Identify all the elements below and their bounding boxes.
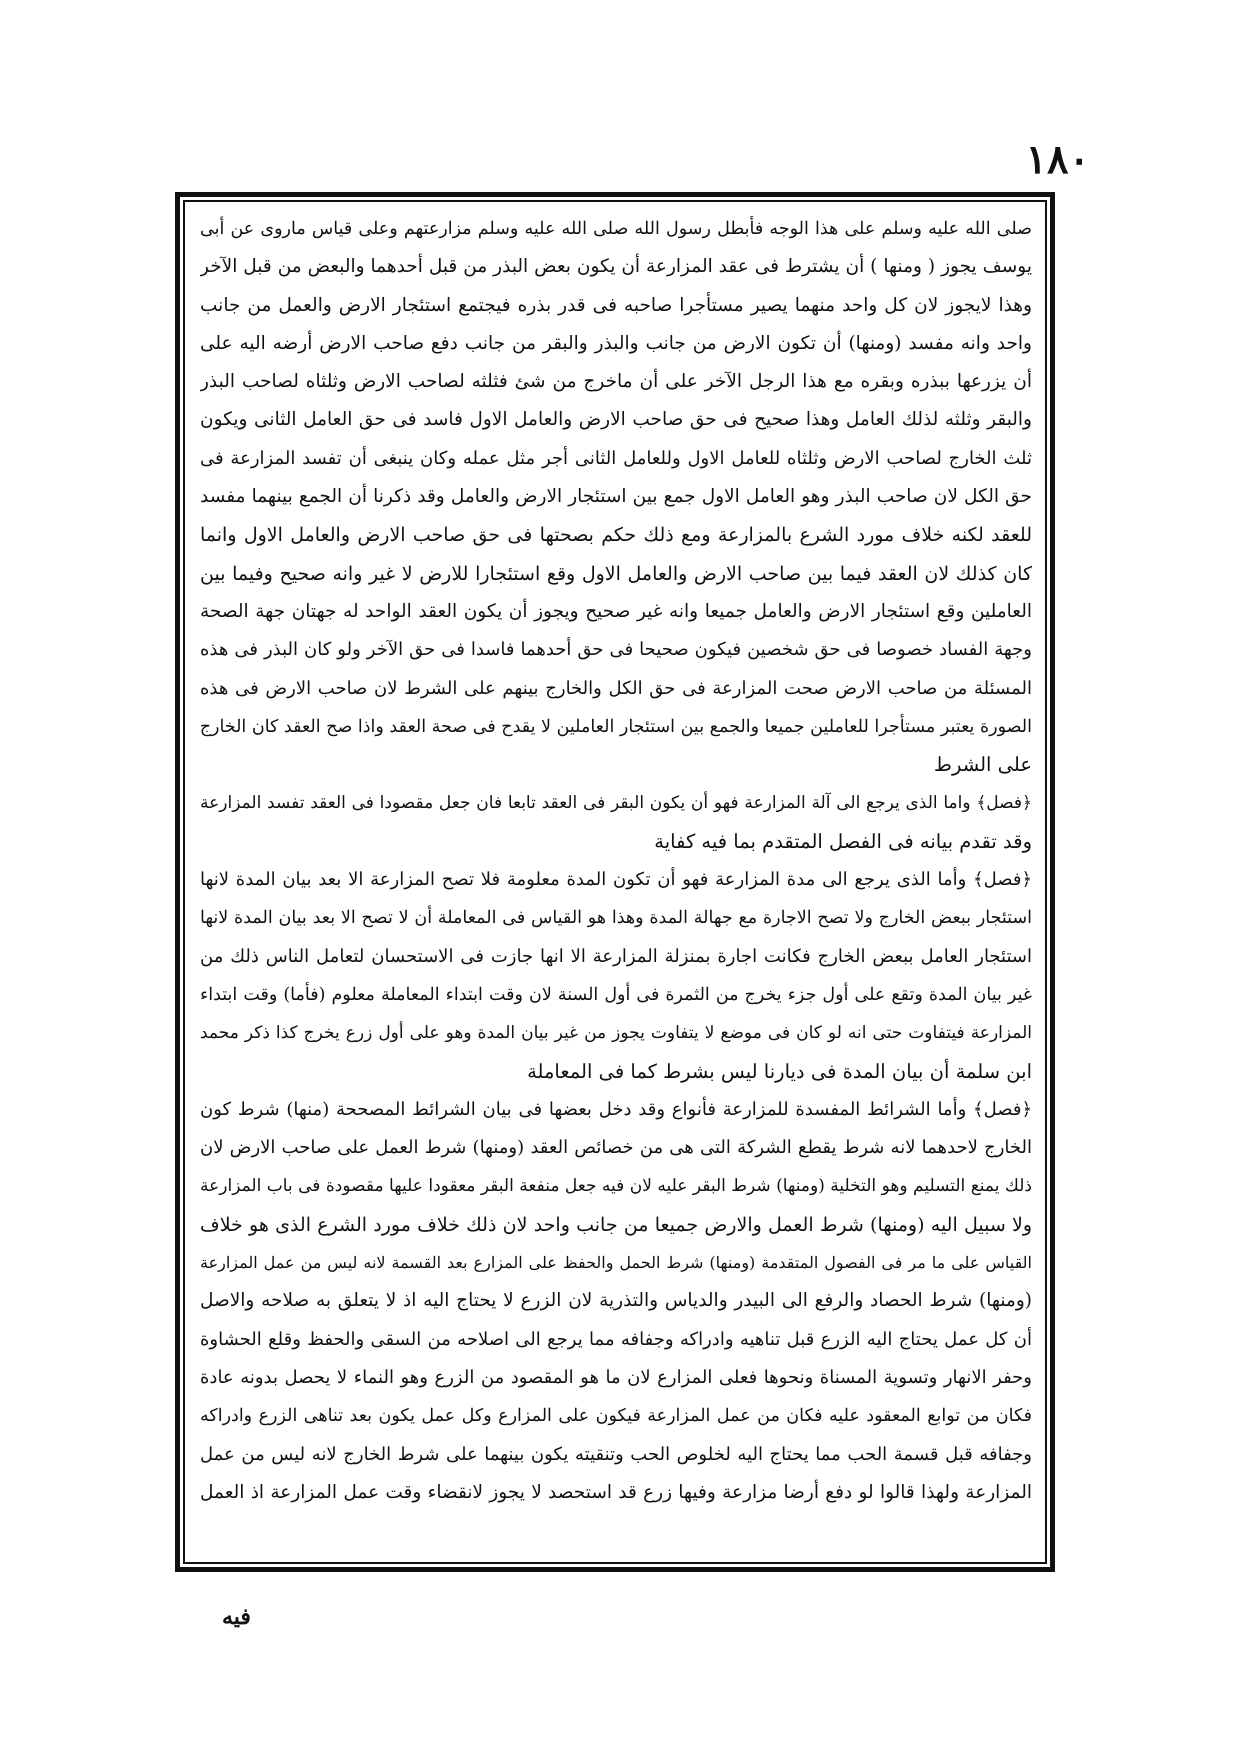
text-line: فكان من توابع المعقود عليه فكان من عمل المزارعة فيكون على المزارع وكل عمل يكون بعد تناهى الزرع وادراكه (200, 1406, 1032, 1427)
page-number: ١٨٠ (1025, 136, 1090, 183)
text-block (200, 210, 1032, 1550)
text-line: القياس على ما مر فى الفصول المتقدمة (ومنها) شرط الحمل والحفظ على المزارع بعد القسمة لانه ليس من عمل المزارعة (200, 1253, 1032, 1273)
text-line: ذلك يمنع التسليم وهو التخلية (ومنها) شرط البقر عليه لان فيه جعل منفعة البقر معقودا عليها مقصودة فى باب المزارعة (200, 1176, 1032, 1197)
text-line: ثلث الخارج لصاحب الارض وثلثاه للعامل الاول وللعامل الثانى أجر مثل عمله وكان ينبغى أن تفسد المزارعة فى (200, 447, 1032, 469)
section-heading-line: ﴿فصل﴾ وأما الذى يرجع الى مدة المزارعة فهو أن تكون المدة معلومة فلا تصح المزارعة الا بعد بيان المدة لانها (200, 869, 1032, 891)
section-heading-line: ﴿فصل﴾ وأما الشرائط المفسدة للمزارعة فأنواع وقد دخل بعضها فى بيان الشرائط المصححة (منها) شرط كون (200, 1098, 1032, 1120)
text-line: الخارج لاحدهما لانه شرط يقطع الشركة التى هى من خصائص العقد (ومنها) شرط العمل على صاحب الارض لان (200, 1137, 1032, 1159)
text-line: الصورة يعتبر مستأجرا للعاملين جميعا والجمع بين استئجار العاملين لا يقدح فى صحة العقد واذا صح العقد كان الخارج (200, 716, 1032, 737)
text-line: واحد وانه مفسد (ومنها) أن تكون الارض من جانب والبذر والبقر من جانب دفع صاحب الارض أرضه اليه على (200, 332, 1032, 354)
text-line: أن كل عمل يحتاج اليه الزرع قبل تناهيه وادراكه وجفافه مما يرجع الى اصلاحه من السقى والحفظ وقلع الحشاوة (200, 1328, 1032, 1350)
text-line: حق الكل لان صاحب البذر وهو العامل الاول جمع بين استئجار الارض والعامل وقد ذكرنا أن الجمع بينهما مفسد (200, 486, 1032, 508)
text-line: على الشرط (933, 753, 1032, 777)
text-line: صلى الله عليه وسلم على هذا الوجه فأبطل رسول الله صلى الله عليه وسلم مزارعتهم وعلى قياس ماروى عن أبى (200, 219, 1032, 239)
text-line: ولا سبيل اليه (ومنها) شرط العمل والارض جميعا من جانب واحد لان ذلك خلاف مورد الشرع الذى هو خلاف (200, 1213, 1032, 1236)
text-line: والبقر وثلثه لذلك العامل وهذا صحيح فى حق صاحب الارض والعامل الاول فاسد فى حق العامل الثانى ويكون (200, 409, 1032, 431)
text-line: ابن سلمة أن بيان المدة فى ديارنا ليس بشرط كما فى المعاملة (527, 1059, 1032, 1083)
text-line: وجفافه قبل قسمة الحب مما يحتاج اليه لخلوص الحب وتنقيته يكون بينهما على شرط الخارج لانه ليس من عمل (200, 1443, 1032, 1465)
text-line: أن يزرعها ببذره وبقره مع هذا الرجل الآخر على أن ماخرج من شئ فثلثه لصاحب الارض وثلثاه لصاحب البذر (200, 371, 1032, 393)
text-line: للعقد لكنه خلاف مورد الشرع بالمزارعة ومع ذلك حكم بصحتها فى حق صاحب الارض والعامل الاول وانما (200, 524, 1032, 547)
text-line: يوسف يجوز ( ومنها ) أن يشترط فى عقد المزارعة أن يكون بعض البذر من قبل أحدهما والبعض من قبل الآخر (200, 256, 1032, 278)
section-heading-line: ﴿فصل﴾ واما الذى يرجع الى آلة المزارعة فهو أن يكون البقر فى العقد تابعا فان جعل مقصودا فى العقد تفسد المزارعة (200, 793, 1032, 814)
text-line: العاملين وقع استئجار الارض والعامل جميعا وانه غير صحيح ويجوز أن يكون العقد الواحد له جهتان جهة الصحة (200, 600, 1032, 622)
text-line: غير بيان المدة وتقع على أول جزء يخرج من الثمرة فى أول السنة لان وقت ابتداء المعاملة معلوم (فأما) وقت ابتداء (200, 984, 1032, 1005)
text-line: استئجار العامل ببعض الخارج فكانت اجارة بمنزلة المزارعة الا انها جازت فى الاستحسان لتعامل الناس ذلك من (200, 945, 1032, 967)
text-line: وحفر الانهار وتسوية المسناة ونحوها فعلى المزارع لان ما هو المقصود من الزرع وهو النماء لا يحصل بدونه عادة (200, 1366, 1032, 1388)
text-line: (ومنها) شرط الحصاد والرفع الى البيدر والدياس والتذرية لان الزرع لا يحتاج اليه اذ لا يتعلق به صلاحه والاصل (200, 1290, 1032, 1312)
text-line: استئجار ببعض الخارج ولا تصح الاجارة مع جهالة المدة وهذا هو القياس فى المعاملة أن لا تصح الا بعد بيان المدة لانها (200, 908, 1032, 929)
text-line: المزارعة فيتفاوت حتى انه لو كان فى موضع لا يتفاوت يجوز من غير بيان المدة وهو على أول زرع يخرج كذا ذكر محمد (200, 1023, 1032, 1044)
text-line: وجهة الفساد خصوصا فى حق شخصين فيكون صحيحا فى حق أحدهما فاسدا فى حق الآخر ولو كان البذر فى هذه (200, 639, 1032, 661)
text-line: وهذا لايجوز لان كل واحد منهما يصير مستأجرا صاحبه فى قدر بذره فيجتمع استئجار الارض والعمل من جانب (200, 294, 1032, 316)
text-line: المسئلة من صاحب الارض صحت المزارعة فى حق الكل والخارج بينهم على الشرط لان صاحب الارض فى هذه (200, 677, 1032, 699)
text-line: المزارعة ولهذا قالوا لو دفع أرضا مزارعة وفيها زرع قد استحصد لا يجوز لانقضاء وقت عمل المزارعة اذ العمل (200, 1481, 1032, 1503)
text-line: وقد تقدم بيانه فى الفصل المتقدم بما فيه كفاية (654, 829, 1032, 853)
catchword: فيه (222, 1604, 251, 1630)
text-line: كان كذلك لان العقد فيما بين صاحب الارض والعامل الاول وقع استئجارا للارض لا غير وانه صحيح وفيما بين (200, 562, 1032, 585)
